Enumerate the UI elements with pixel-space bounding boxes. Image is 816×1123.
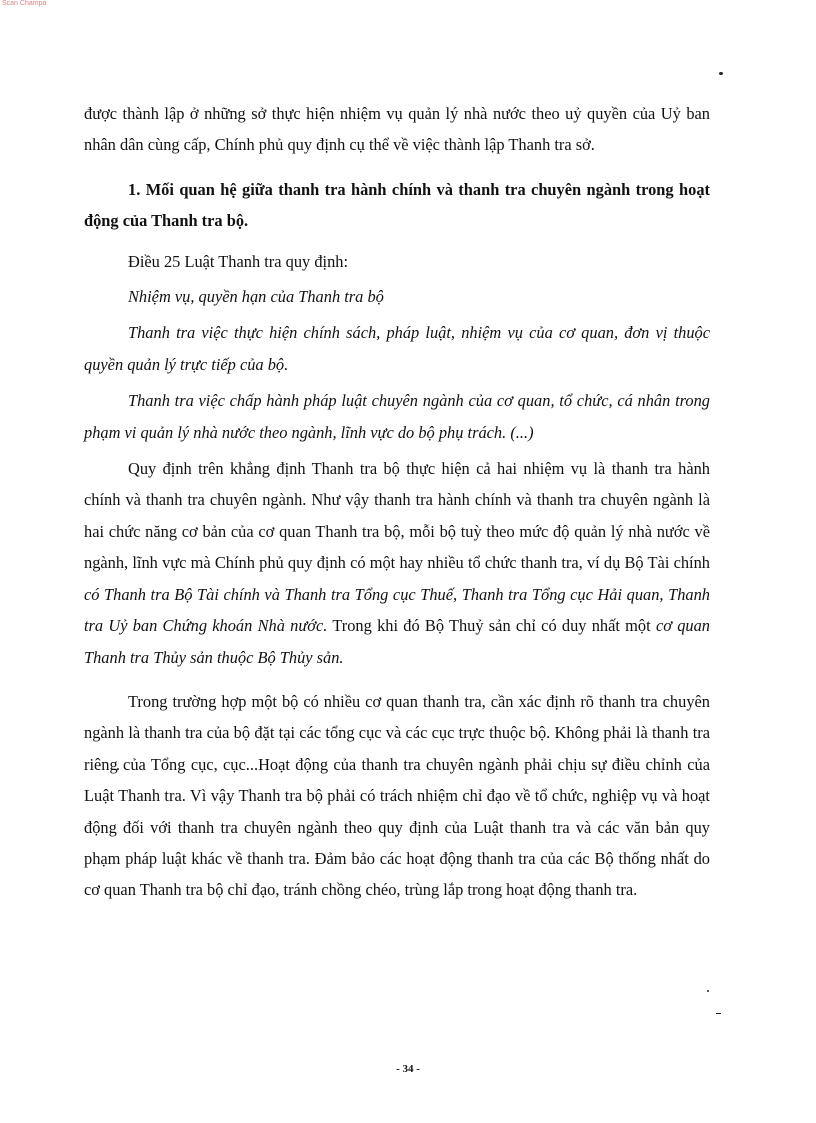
body-paragraph-2: Trong trường hợp một bộ có nhiều cơ quan thanh tra, cần xác định rõ thanh tra chuyên ngành là thanh tra của bộ đặt tại các tổng cục và các cục trực thuộc bộ. Không phải là thanh tra riêng của Tổng cục, cục...Hoạt động của thanh tra chuyên ngành phải chịu sự điều chỉnh của Luật Thanh tra. Vì vậy Thanh tra bộ phải có trách nhiệm chỉ đạo về tổ chức, nghiệp vụ và hoạt động đối với thanh tra chuyên ngành theo quy định của Luật thanh tra và các văn bản quy phạm pháp luật khác về thanh tra. Đảm bảo các hoạt động thanh tra của các Bộ thống nhất do cơ quan Thanh tra bộ chỉ đạo, tránh chồng chéo, trùng lắp trong hoạt động thanh tra. [84, 691, 710, 900]
para1-text: Quy định trên khẳng định Thanh tra bộ thực hiện cả hai nhiệm vụ là thanh tra hành chính và thanh tra chuyên ngành. Như vậy thanh tra hành chính và thanh tra chuyên ngành là hai chức năng cơ bản của cơ quan Thanh tra bộ, mỗi bộ tuỳ theo mức độ quản lý nhà nước về ngành, lĩnh vực mà Chính phủ quy định có một hay nhiều tổ chức thanh tra, ví dụ Bộ Tài chính [84, 459, 710, 573]
scan-speck [716, 1013, 721, 1014]
para1-text-middle: Trong khi đó Bộ Thuỷ sản chỉ có duy nhất một [327, 616, 656, 636]
quote-item-2: Thanh tra việc chấp hành pháp luật chuyên ngành của cơ quan, tổ chức, cá nhân trong phạm vi quản lý nhà nước theo ngành, lĩnh vực do bộ phụ trách. (...) [84, 391, 710, 442]
scan-speck [707, 990, 709, 992]
para1-italic-examples: có Thanh tra Bộ Tài chính và Thanh tra Tổng cục Thuế, Thanh tra Tổng cục Hải quan, Thanh tra Uỷ ban Chứng khoán Nhà nước. [84, 584, 710, 636]
scan-speck [719, 72, 723, 75]
para1-italic-agency: cơ quan Thanh tra Thủy sản thuộc Bộ Thủy sản. [84, 616, 710, 667]
law-reference: Điều 25 Luật Thanh tra quy định: [128, 251, 349, 271]
page-number: - 34 - [396, 1063, 420, 1075]
quote-title: Nhiệm vụ, quyền hạn của Thanh tra bộ [128, 287, 384, 307]
scan-watermark: Scan Champa [2, 0, 47, 7]
section-heading: 1. Mối quan hệ giữa thanh tra hành chính và thanh tra chuyên ngành trong hoạt động của Thanh tra bộ. [84, 179, 710, 231]
document-page [84, 98, 710, 906]
body-paragraph-1 [84, 453, 710, 673]
intro-paragraph: được thành lập ở những sở thực hiện nhiệm vụ quản lý nhà nước theo uỷ quyền của Uỷ ban nhân dân cùng cấp, Chính phủ quy định cụ thể về việc thành lập Thanh tra sở. [84, 104, 710, 155]
quote-item-1: Thanh tra việc thực hiện chính sách, pháp luật, nhiệm vụ của cơ quan, đơn vị thuộc quyền quản lý trực tiếp của bộ. [84, 323, 710, 374]
